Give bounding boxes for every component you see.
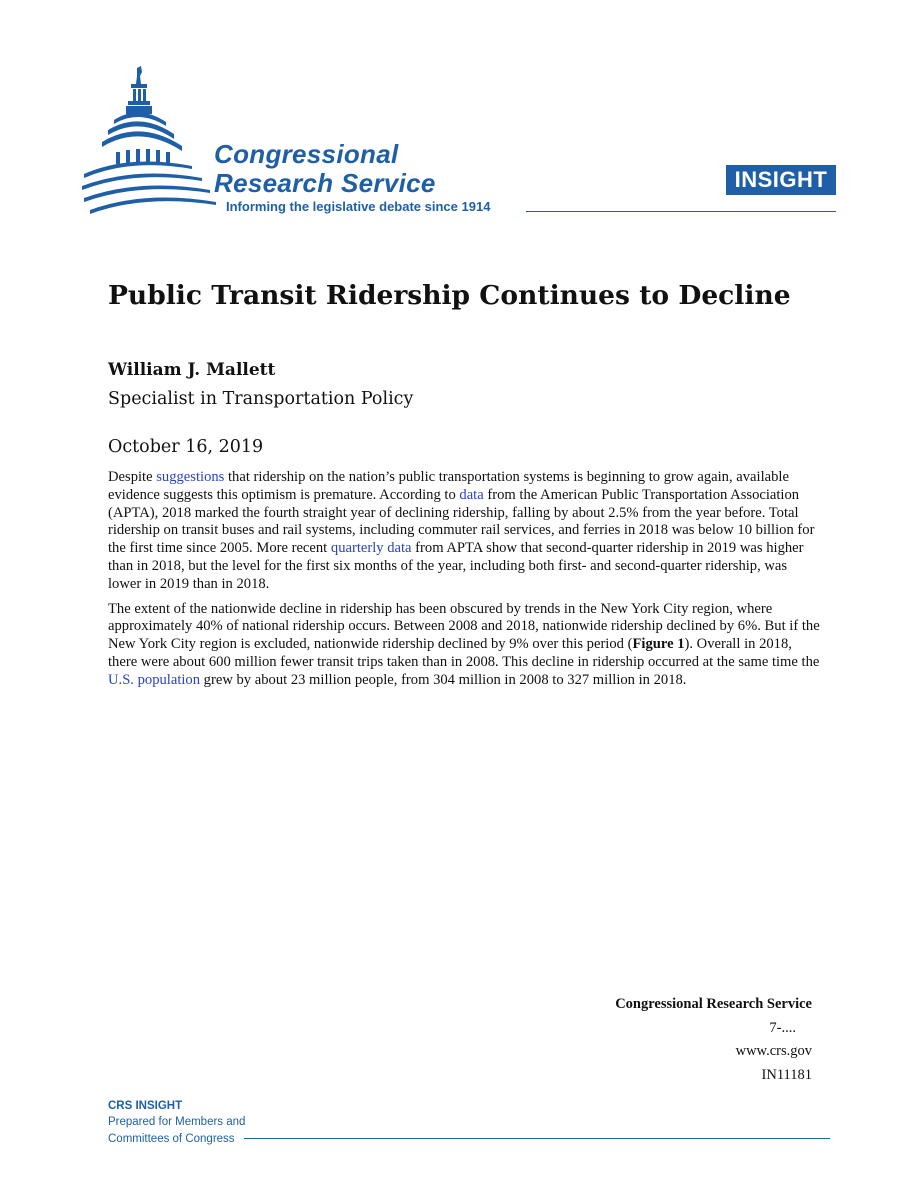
p1-text-3: from the American Public Transportation Association (APTA), 2018 marked the fourth straight year of declining ridership, falling by about 2.5% from the year before. Total ridership on transit buses and rail systems, including commuter rail services, and ferries in 2018 was below 10 billion for the first time since 2005. More recent [108,486,815,557]
crs-capitol-dome-logo [80,62,225,218]
prepared-for [108,1114,245,1148]
header-divider [526,211,836,212]
publication-date: October 16, 2019 [108,437,264,457]
p2-text-2: ). Overall in 2018, there were about 600 million fewer transit trips taken than in 2008. This decline in ridership occurred at the same time the [108,636,820,670]
figure-1-reference: Figure 1 [632,636,685,653]
article-body [108,469,820,697]
paragraph-2 [108,601,820,690]
quarterly-data-link[interactable]: quarterly data [330,540,412,557]
footer-divider [244,1138,830,1139]
p2-text-1: The extent of the nationwide decline in ridership has been obscured by trends in the New York City region, where approximately 40% of national ridership occurs. Between 2008 and 2018, nationwide ridership declined by 6%. But if the New York City region is excluded, nationwide ridership declined by 9% over this period ( [108,600,820,653]
insight-badge: INSIGHT [726,165,836,195]
p1-text-2: that ridership on the nation’s public transportation systems is beginning to grow again, available evidence suggests this optimism is premature. According to [108,469,789,503]
us-population-link[interactable]: U.S. population [108,671,201,688]
data-link[interactable]: data [459,486,484,503]
paragraph-1 [108,469,820,594]
crs-insight-label: CRS INSIGHT [108,1100,183,1112]
page-title: Public Transit Ridership Continues to Decline [108,280,791,311]
p2-text-3: grew by about 23 million people, from 304 million in 2008 to 327 million in 2018. [200,671,687,688]
prepared-line-1: Prepared for Members and [108,1116,246,1128]
footer-website: www.crs.gov [735,1043,812,1059]
footer-org: Congressional Research Service [615,996,812,1012]
p1-text-4: from APTA show that second-quarter ridership in 2019 was higher than in 2018, but the level for the first six months of the year, including both first- and second-quarter ridership, was lower in 2019 than in 2018. [108,540,804,592]
prepared-line-2: Committees of Congress [108,1133,235,1145]
crs-wordmark [214,140,436,198]
footer-report-id: IN11181 [761,1066,812,1083]
author-position: Specialist in Transportation Policy [108,389,414,409]
p1-text-1: Despite [108,469,157,485]
author-name: William J. Mallett [108,360,276,380]
crs-wordmark-line2: Research Service [214,168,436,198]
suggestions-link[interactable]: suggestions [156,469,225,485]
crs-wordmark-line1: Congressional [214,139,399,169]
footer-number: 7-.... [769,1019,796,1036]
footer-info [615,993,812,1087]
crs-tagline: Informing the legislative debate since 1914 [226,199,491,214]
